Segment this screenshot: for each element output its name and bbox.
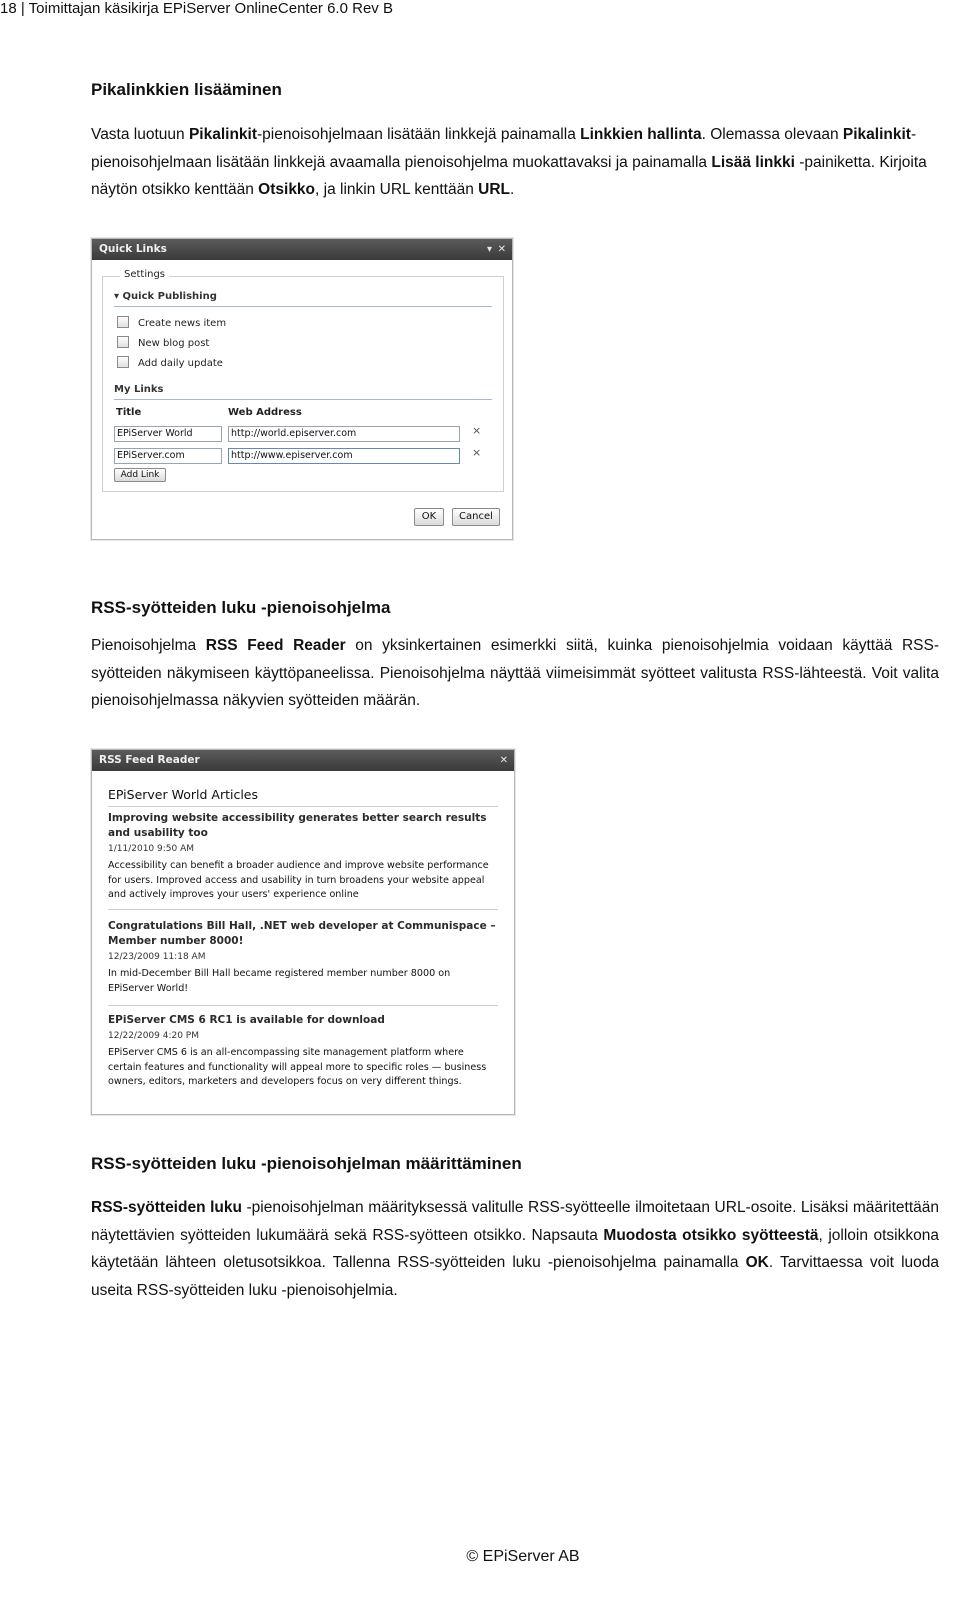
checkbox-row[interactable]: Add daily update bbox=[117, 356, 223, 370]
feed-item-title[interactable]: Improving website accessibility generates better search results and usability too bbox=[108, 812, 487, 839]
checkbox[interactable] bbox=[117, 336, 129, 348]
checkbox[interactable] bbox=[117, 316, 129, 328]
checkbox-row[interactable]: New blog post bbox=[117, 336, 209, 350]
checkbox[interactable] bbox=[117, 356, 129, 368]
widget-title: RSS Feed Reader bbox=[99, 754, 200, 766]
feed-item bbox=[108, 1013, 498, 1090]
feed-item-description: EPiServer CMS 6 is an all-encompassing site management platform where certain features and functionality will appeal more to specific roles — business owners, editors, marketers and developers focus on very different things. bbox=[108, 1047, 487, 1087]
link-title-input[interactable]: EPiServer.com bbox=[114, 448, 222, 464]
feed-item-date: 12/22/2009 4:20 PM bbox=[108, 1031, 199, 1041]
feed-item-date: 1/11/2010 9:50 AM bbox=[108, 844, 195, 854]
page-footer: © EPiServer AB bbox=[466, 1548, 580, 1565]
divider bbox=[114, 399, 492, 400]
section-heading-rss-reader: RSS-syötteiden luku -pienoisohjelma bbox=[91, 598, 391, 617]
text-run: Pienoisohjelma bbox=[91, 637, 206, 654]
section-paragraph-rss-configuration bbox=[91, 1194, 939, 1304]
bold-term: Pikalinkit bbox=[188, 126, 258, 143]
feed-item-description: Accessibility can benefit a broader audience and improve website performance for users. Improved access and usability in turn broadens your website appeal and actively improves your users' experience online bbox=[108, 860, 489, 900]
feed-item-title[interactable]: EPiServer CMS 6 RC1 is available for download bbox=[108, 1014, 385, 1026]
feed-item-description: In mid-December Bill Hall became registered member number 8000 on EPiServer World! bbox=[108, 968, 451, 994]
add-link-button[interactable]: Add Link bbox=[114, 468, 166, 482]
bold-term: Otsikko bbox=[258, 181, 316, 198]
running-head: 18 | Toimittajan käsikirja EPiServer OnlineCenter 6.0 Rev B bbox=[0, 0, 393, 17]
bold-term: OK bbox=[745, 1254, 769, 1271]
section-paragraph-rss-reader bbox=[91, 632, 939, 715]
quick-links-widget bbox=[91, 238, 513, 540]
widget-title: Quick Links bbox=[99, 243, 167, 255]
remove-link-icon[interactable]: × bbox=[472, 446, 482, 459]
text-run: . Olemassa olevaan bbox=[701, 126, 843, 143]
text-run: -painiketta. Kirjoita näytön otsikko kenttään bbox=[91, 153, 927, 198]
widget-title-bar bbox=[92, 239, 512, 260]
feed-item-title[interactable]: Congratulations Bill Hall, .NET web developer at Communispace – Member number 8000! bbox=[108, 920, 496, 947]
link-url-input[interactable]: http://world.episerver.com bbox=[228, 426, 460, 442]
text-run: , ja linkin URL kenttään bbox=[315, 181, 479, 198]
feed-item bbox=[108, 919, 498, 996]
remove-link-icon[interactable]: × bbox=[472, 424, 482, 437]
ok-button[interactable]: OK bbox=[414, 508, 444, 526]
divider bbox=[108, 806, 498, 807]
column-header-title: Title bbox=[116, 407, 142, 418]
divider bbox=[108, 1005, 498, 1006]
checkbox-row[interactable]: Create news item bbox=[117, 316, 226, 330]
rss-feed-body bbox=[92, 771, 514, 1114]
bold-term: Lisää linkki bbox=[711, 153, 795, 171]
link-title-input[interactable]: EPiServer World bbox=[114, 426, 222, 442]
text-run: -pienoisohjelmaan lisätään linkkejä avaamalla pienoisohjelma muokattavaksi ja painamalla bbox=[91, 126, 917, 171]
divider bbox=[108, 909, 498, 910]
text-run: on yksinkertainen esimerkki siitä, kuinka pienoisohjelmia voidaan käyttää RSS-syötteiden näkymiseen käyttöpaneelissa. Pienoisohjelma näyttää viimeisimmät syötteet valitusta RSS-lähteestä. Voit valita pienoisohjelmassa näkyvien syötteiden määrän. bbox=[91, 637, 939, 709]
text-run: . bbox=[510, 181, 515, 198]
section-paragraph-quick-links bbox=[91, 121, 939, 204]
section-heading-quick-links: Pikalinkkien lisääminen bbox=[91, 80, 282, 99]
feed-title: EPiServer World Articles bbox=[108, 787, 259, 802]
feed-item-date: 12/23/2009 11:18 AM bbox=[108, 952, 206, 962]
rss-feed-reader-widget bbox=[91, 749, 515, 1115]
text-run: -pienoisohjelman määrityksessä valitulle RSS-syötteelle ilmoitetaan URL-osoite. Lisäksi määritettään näytettävien syötteiden lukumäärä sekä RSS-syötteen otsikko. Napsauta bbox=[91, 1199, 939, 1244]
text-run: , jolloin otsikkona käytetään lähteen oletusotsikkoa. Tallenna RSS-syötteiden luku -pienoisohjelma painamalla bbox=[91, 1226, 939, 1271]
bold-term: URL bbox=[478, 181, 511, 198]
feed-item bbox=[108, 811, 498, 903]
collapse-arrow-icon: ▾ bbox=[114, 291, 120, 302]
quick-publishing-heading[interactable]: ▾ Quick Publishing bbox=[114, 291, 217, 302]
widget-menu-icon[interactable]: ▾ bbox=[486, 244, 492, 255]
column-header-web-address: Web Address bbox=[228, 407, 302, 418]
bold-term: RSS-syötteiden luku bbox=[91, 1199, 242, 1216]
close-icon[interactable]: ✕ bbox=[499, 755, 508, 766]
bold-term: Linkkien hallinta bbox=[580, 126, 702, 143]
text-run: -pienoisohjelmaan lisätään linkkejä painamalla bbox=[257, 126, 581, 143]
divider bbox=[114, 306, 492, 307]
section-heading-rss-configuration: RSS-syötteiden luku -pienoisohjelman määrittäminen bbox=[91, 1154, 522, 1173]
text-run: . Tarvittaessa voit luoda useita RSS-syötteiden luku -pienoisohjelmia. bbox=[91, 1254, 939, 1299]
bold-term: Muodosta otsikko syötteestä bbox=[603, 1226, 819, 1244]
close-icon[interactable]: ✕ bbox=[497, 244, 506, 255]
cancel-button[interactable]: Cancel bbox=[452, 508, 500, 526]
settings-legend: Settings bbox=[120, 269, 169, 280]
text-run: Vasta luotuun bbox=[91, 126, 189, 143]
bold-term: Pikalinkit bbox=[842, 126, 911, 143]
link-url-input[interactable]: http://www.episerver.com bbox=[228, 448, 460, 464]
bold-term: RSS Feed Reader bbox=[205, 637, 346, 654]
widget-title-bar bbox=[92, 750, 514, 771]
my-links-heading: My Links bbox=[114, 384, 164, 395]
